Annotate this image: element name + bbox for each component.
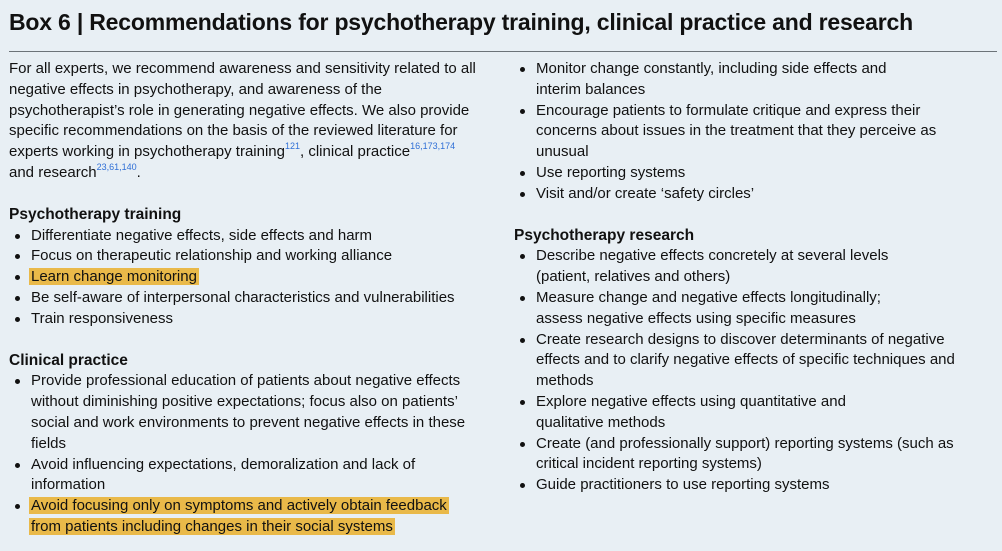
bullet-icon — [520, 338, 525, 343]
bullet-icon — [520, 296, 525, 301]
right-column — [514, 59, 994, 496]
section-heading-training: Psychotherapy training — [9, 205, 182, 223]
list-item: Train responsiveness — [9, 309, 499, 330]
bullet-icon — [520, 442, 525, 447]
list-item: Use reporting systems — [514, 163, 994, 184]
bullet-icon — [15, 379, 20, 384]
list-item: Focus on therapeutic relationship and working alliance — [9, 246, 499, 267]
bullet-icon — [15, 234, 20, 239]
intro-text: For all experts, we recommend awareness and sensitivity related to all negative effects in psychotherapy, and awareness of the psychotherapist’s role in generating negative effects. We also provide specific recommendations on the basis of the reviewed literature for experts working in psychotherapy training — [9, 60, 476, 161]
list-item: Create (and professionally support) reporting systems (such as critical incident reporting systems) — [514, 434, 994, 476]
bullet-icon — [15, 296, 20, 301]
bullet-icon — [520, 171, 525, 176]
bullet-icon — [520, 254, 525, 259]
intro-text: and research — [9, 163, 97, 181]
list-item: Explore negative effects using quantitative and qualitative methods — [514, 392, 994, 434]
box-title: Box 6 | Recommendations for psychotherapy training, clinical practice and research — [9, 9, 913, 35]
intro-text: . — [136, 163, 141, 181]
reference-link-training[interactable]: 121 — [284, 141, 301, 152]
list-item: Be self-aware of interpersonal characteristics and vulnerabilities — [9, 288, 499, 309]
training-list — [9, 226, 499, 330]
bullet-icon — [520, 67, 525, 72]
list-item — [9, 267, 499, 288]
list-item: Describe negative effects concretely at several levels (patient, relatives and others) — [514, 246, 994, 288]
list-item: Provide professional education of patients about negative effects without diminishing positive expectations; focus also on patients’ social and work environments to prevent negative effects in these fields — [9, 371, 499, 454]
list-item: Measure change and negative effects longitudinally; assess negative effects using specific measures — [514, 288, 994, 330]
highlighted-text: Avoid focusing only on symptoms and actively obtain feedback from patients including changes in their social systems — [31, 497, 447, 535]
list-item: Guide practitioners to use reporting systems — [514, 475, 994, 496]
bullet-icon — [15, 463, 20, 468]
bullet-icon — [15, 254, 20, 259]
list-item: Differentiate negative effects, side effects and harm — [9, 226, 499, 247]
section-heading-practice: Clinical practice — [9, 351, 128, 369]
list-item: Create research designs to discover determinants of negative effects and to clarify negative effects of specific techniques and methods — [514, 330, 994, 392]
bullet-icon — [520, 400, 525, 405]
research-list — [514, 246, 994, 496]
list-item: Encourage patients to formulate critique and express their concerns about issues in the treatment that they perceive as unusual — [514, 101, 994, 163]
left-column — [9, 59, 499, 538]
section-heading-research: Psychotherapy research — [514, 226, 695, 244]
bullet-icon — [15, 317, 20, 322]
bullet-icon — [520, 483, 525, 488]
reference-link-practice[interactable]: 16,173,174 — [410, 141, 456, 152]
intro-paragraph — [9, 59, 499, 184]
bullet-icon — [15, 504, 20, 509]
highlighted-text: Learn change monitoring — [31, 268, 197, 286]
practice-list — [9, 371, 499, 537]
intro-text: , clinical practice — [300, 143, 411, 161]
bullet-icon — [15, 275, 20, 280]
reference-link-research[interactable]: 23,61,140 — [96, 161, 137, 172]
list-item — [9, 496, 499, 538]
bullet-icon — [520, 192, 525, 197]
practice-list-continued — [514, 59, 994, 205]
list-item: Monitor change constantly, including side effects and interim balances — [514, 59, 994, 101]
bullet-icon — [520, 109, 525, 114]
list-item: Visit and/or create ‘safety circles’ — [514, 184, 994, 205]
list-item: Avoid influencing expectations, demoralization and lack of information — [9, 455, 499, 497]
title-divider — [9, 51, 997, 52]
